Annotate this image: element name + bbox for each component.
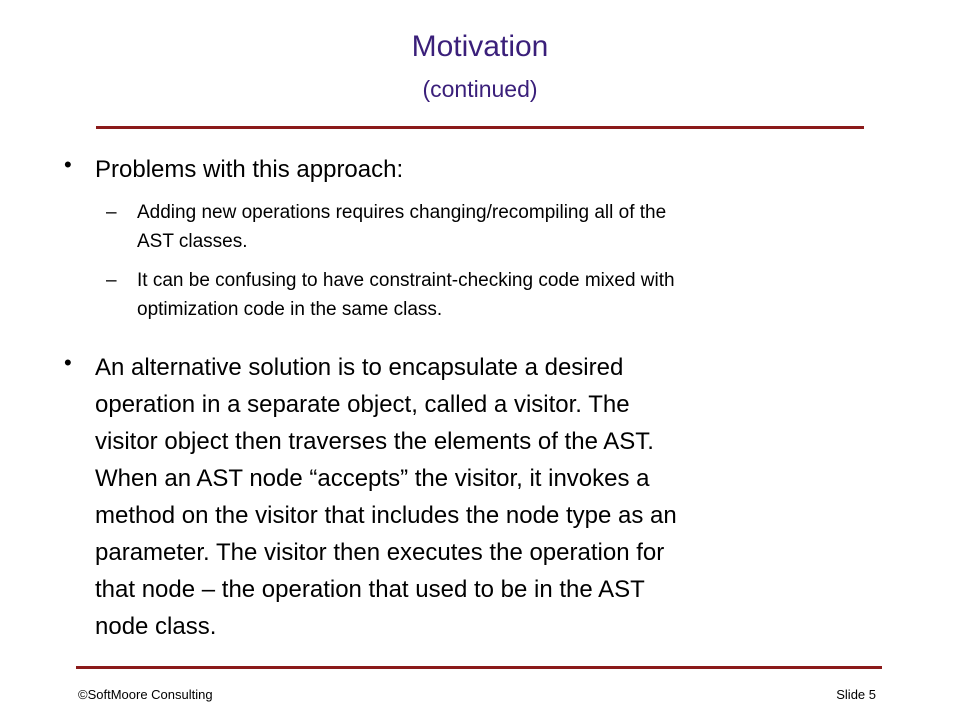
bullet-line: node class. — [95, 613, 217, 640]
bullet-line: When an AST node “accepts” the visitor, it invokes a — [95, 465, 650, 492]
bullet-line: visitor object then traverses the elements of the AST. — [95, 428, 654, 455]
title-divider — [96, 126, 864, 129]
bullet-marker: • — [64, 350, 72, 375]
sub-bullet-line: It can be confusing to have constraint-checking code mixed with — [137, 270, 675, 291]
slide-subtitle: (continued) — [422, 76, 538, 102]
bullet-line: parameter. The visitor then executes the operation for — [95, 539, 665, 566]
sub-bullet-marker: – — [106, 270, 117, 291]
sub-bullet-marker: – — [106, 202, 117, 223]
sub-bullet-line: AST classes. — [137, 231, 248, 252]
bullet-text: Problems with this approach: — [95, 156, 404, 183]
footer-copyright: ©SoftMoore Consulting — [78, 687, 213, 702]
sub-bullet-line: optimization code in the same class. — [137, 299, 443, 320]
footer-divider — [76, 666, 882, 669]
sub-bullet-line: Adding new operations requires changing/recompiling all of the — [137, 202, 667, 223]
footer-slide-number: Slide 5 — [836, 687, 876, 702]
slide-title: Motivation — [411, 30, 549, 63]
bullet-line: that node – the operation that used to be in the AST — [95, 576, 645, 603]
bullet-line: An alternative solution is to encapsulate a desired — [95, 354, 624, 381]
bullet-line: operation in a separate object, called a visitor. The — [95, 391, 630, 418]
bullet-line: method on the visitor that includes the node type as an — [95, 502, 677, 529]
bullet-marker: • — [64, 152, 72, 177]
